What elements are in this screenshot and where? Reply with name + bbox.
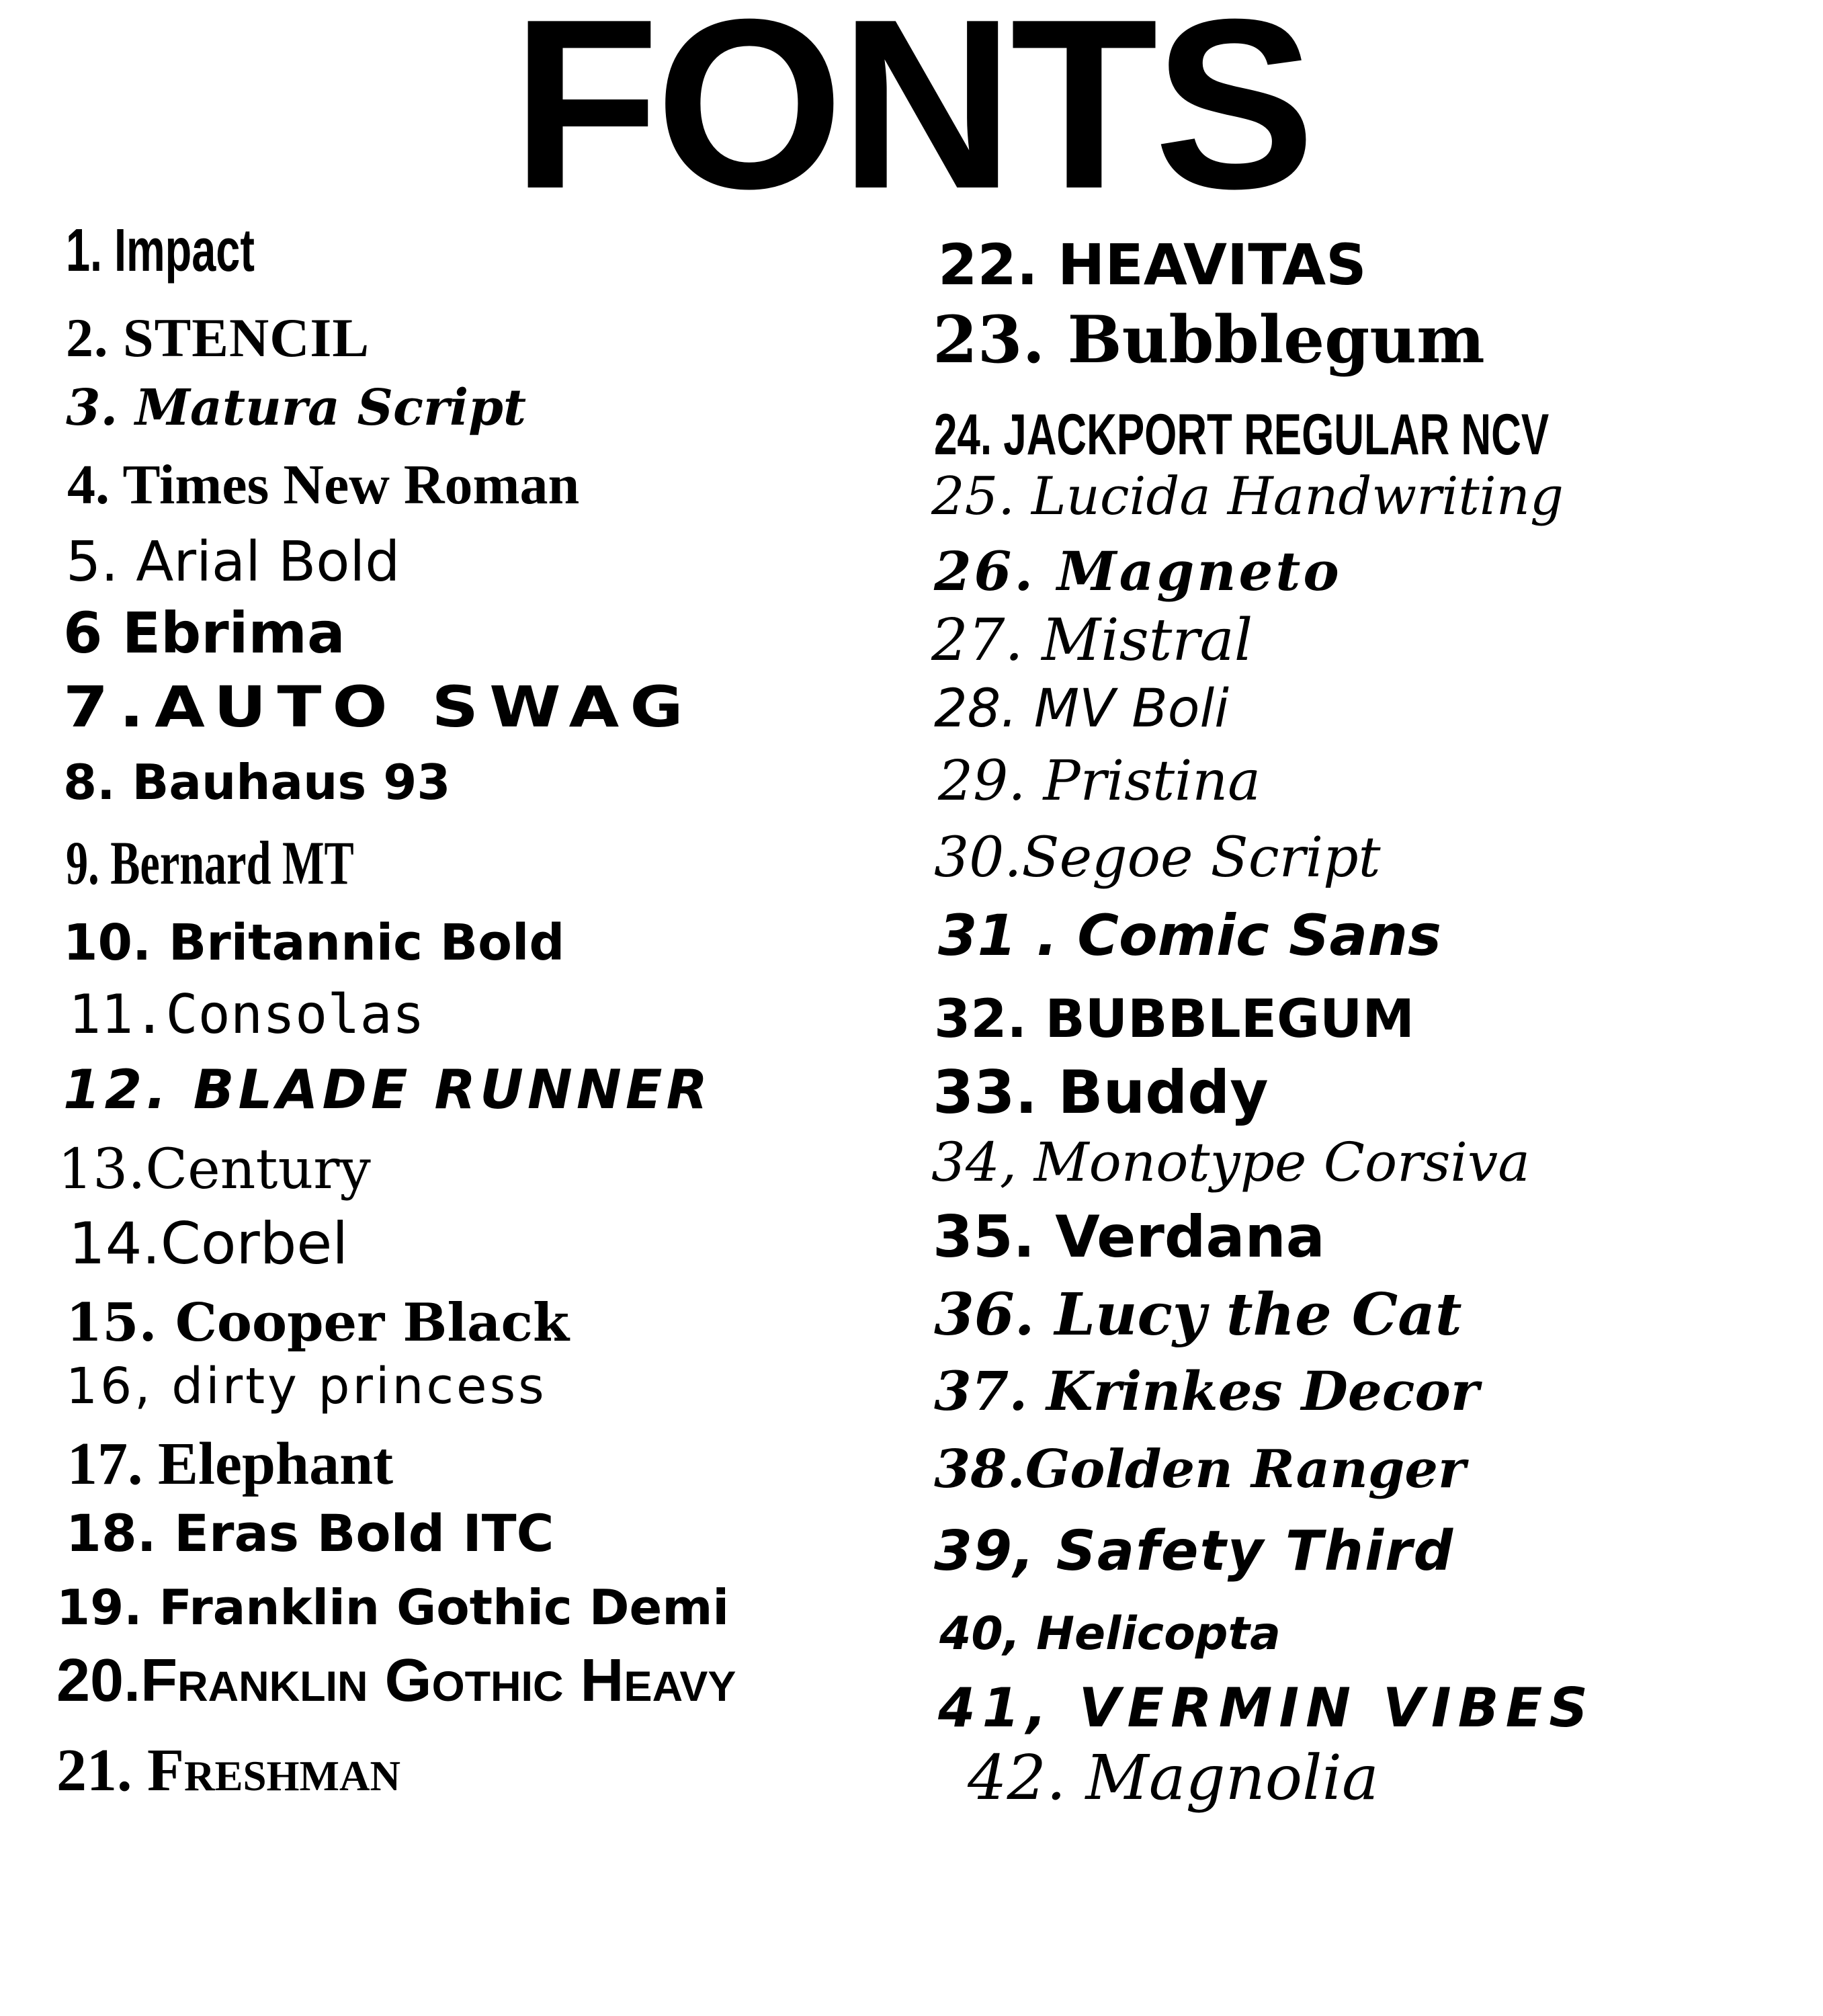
font-sample-eras-bold-itc: 18. Eras Bold ITC [66, 1503, 554, 1563]
font-sample-comic-sans: 31 . Comic Sans [938, 902, 1441, 968]
font-sample-magnolia: 42. Magnolia [968, 1742, 1379, 1814]
font-sample-heavitas: 22. HEAVITAS [938, 232, 1367, 298]
font-sample-blade-runner: 12. BLADE RUNNER [63, 1058, 712, 1121]
font-sample-impact: 1. Impact [66, 217, 255, 284]
font-sample-franklin-gothic-demi: 19. Franklin Gothic Demi [56, 1579, 730, 1636]
font-sample-century: 13.Century [58, 1138, 371, 1202]
font-sample-consolas: 11.Consolas [69, 983, 425, 1046]
font-sample-bernard-mt: 9. Bernard MT [66, 829, 354, 897]
font-sample-safety-third: 39, Safety Third [934, 1519, 1455, 1583]
font-sample-lucida-handwriting: 25. Lucida Handwriting [931, 466, 1564, 527]
font-sample-mv-boli: 28. MV Boli [934, 679, 1229, 739]
font-sample-ebrima: 6 Ebrima [63, 600, 345, 666]
font-sample-franklin-gothic-heavy: 20.Franklin Gothic Heavy [56, 1647, 736, 1714]
font-sample-helicopta: 40, Helicopta [939, 1607, 1281, 1661]
font-sample-jackport-regular-ncv: 24. JACKPORT REGULAR NCV [934, 403, 1550, 467]
font-sample-monotype-corsiva: 34, Monotype Corsiva [931, 1131, 1530, 1193]
font-sample-elephant: 17. Elephant [67, 1431, 394, 1497]
font-sample-bubblegum-caps: 32. BUBBLEGUM [934, 989, 1414, 1050]
font-sample-dirty-princess: 16, dirty princess [66, 1357, 547, 1415]
font-sample-britannic-bold: 10. Britannic Bold [63, 914, 565, 972]
font-sample-vermin-vibes: 41, VERMIN VIBES [938, 1677, 1595, 1739]
font-sample-corbel: 14.Corbel [69, 1210, 349, 1277]
font-sample-segoe-script: 30.Segoe Script [934, 826, 1381, 890]
font-sample-krinkes-decor: 37. Krinkes Decor [934, 1359, 1479, 1423]
font-sample-magneto: 26. Magneto [934, 540, 1342, 603]
font-sample-pristina: 29. Pristina [938, 749, 1261, 813]
font-sample-bauhaus-93: 8. Bauhaus 93 [63, 754, 451, 810]
font-sample-mistral: 27. Mistral [931, 607, 1253, 674]
font-sample-auto-swag: 7.AUTO SWAG [63, 674, 694, 740]
font-sample-freshman: 21. Freshman [56, 1737, 400, 1804]
font-sample-golden-ranger: 38.Golden Ranger [934, 1439, 1466, 1500]
font-sample-arial-bold: 5. Arial Bold [66, 530, 400, 594]
font-sample-verdana: 35. Verdana [933, 1204, 1325, 1271]
font-sample-lucy-the-cat: 36. Lucy the Cat [934, 1281, 1462, 1349]
font-sample-bubblegum: 23. Bubblegum [933, 302, 1485, 378]
font-sample-stencil: 2. STENCIL [66, 307, 370, 368]
font-sample-cooper-black: 15. Cooper Black [66, 1292, 570, 1353]
font-sample-matura-script: 3. Matura Script [66, 379, 527, 437]
font-sample-buddy: 33. Buddy [933, 1058, 1269, 1127]
page-title: FONTS [511, 0, 1312, 239]
font-sample-times-new-roman: 4. Times New Roman [67, 454, 580, 516]
